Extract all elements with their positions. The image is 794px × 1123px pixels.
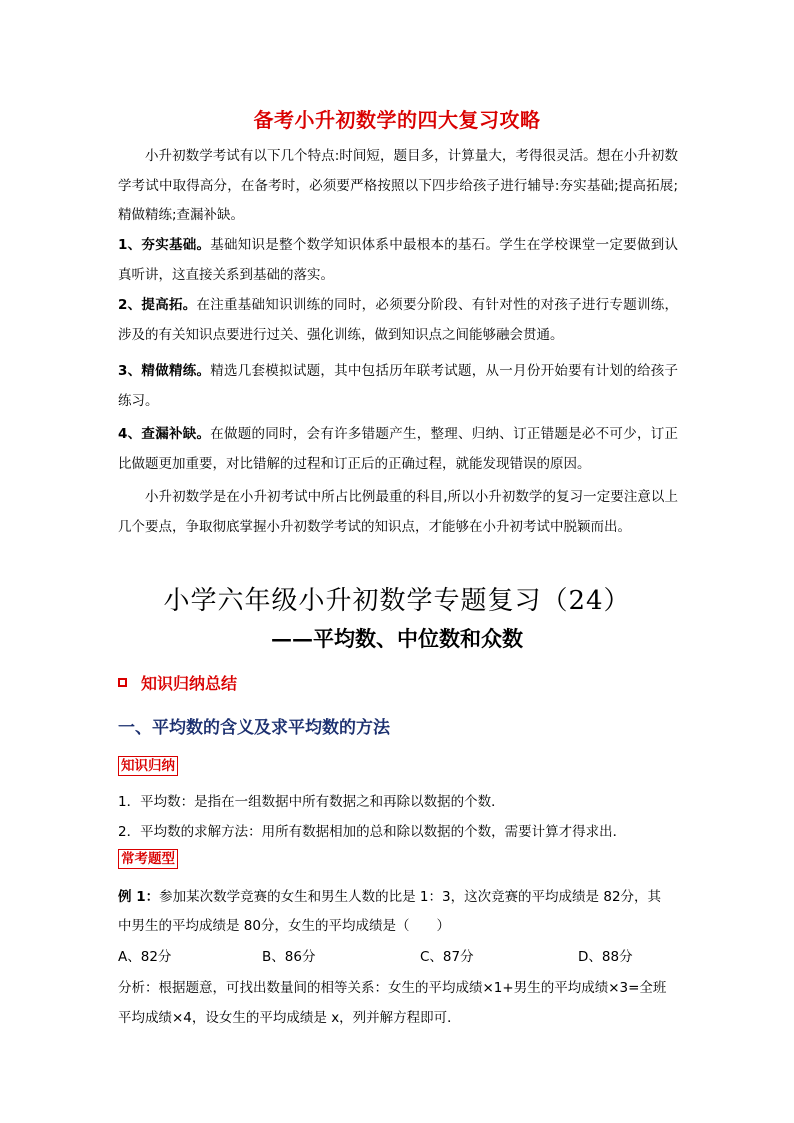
list-item <box>118 357 678 416</box>
common-questions-tag: 常考题型 <box>118 849 178 869</box>
list-item-text: 精选几套模拟试题，其中包括历年联考试题，从一月份开始要有计划的给孩子练习。 <box>118 363 678 409</box>
summary-heading-text: 知识归纳总结 <box>141 674 238 693</box>
list-item <box>118 291 678 350</box>
list-item <box>118 420 678 479</box>
list-item-label: 1、夯实基础。 <box>118 237 211 253</box>
topic-subtitle: ——平均数、中位数和众数 <box>271 626 523 651</box>
option-a: A、82分 <box>118 949 172 965</box>
topic-title: 小学六年级小升初数学专题复习（24） <box>163 586 631 616</box>
option-d: D、88分 <box>578 949 633 965</box>
article-title: 备考小升初数学的四大复习攻略 <box>253 108 541 132</box>
list-item-text: 在做题的同时，会有许多错题产生，整理、归纳、订正错题是必不可少，订正比做题更加重要，对比错解的过程和订正后的正确过程，就能发现错误的原因。 <box>118 426 678 472</box>
analysis-line: 分析：根据题意，可找出数量间的相等关系：女生的平均成绩×1+男生的平均成绩×3=全班 <box>118 980 667 996</box>
summary-heading <box>118 671 237 694</box>
knowledge-point: 2．平均数的求解方法：用所有数据相加的总和除以数据的个数，需要计算才得求出． <box>118 824 627 840</box>
analysis-line: 平均成绩×4，设女生的平均成绩是 x，列并解方程即可． <box>118 1010 461 1026</box>
list-item-label: 2、提高拓。 <box>118 297 197 313</box>
list-item-text: 基础知识是整个数学知识体系中最根本的基石。学生在学校课堂一定要做到认真听讲，这直接关系到基础的落实。 <box>118 237 678 283</box>
section-heading: 一、平均数的含义及求平均数的方法 <box>118 718 390 738</box>
list-item-label: 4、查漏补缺。 <box>118 426 211 442</box>
square-bullet-icon <box>118 678 127 687</box>
closing-paragraph: 小升初数学是在小升初考试中所占比例最重的科目,所以小升初数学的复习一定要注意以上几个要点，争取彻底掌握小升初数学考试的知识点，才能够在小升初考试中脱颖而出。 <box>118 489 678 535</box>
intro-paragraph: 小升初数学考试有以下几个特点:时间短，题目多，计算量大，考得很灵活。想在小升初数学考试中取得高分，在备考时，必须要严格按照以下四步给孩子进行辅导:夯实基础;提高拓展;精做精练;查漏补缺。 <box>118 148 678 223</box>
list-item <box>118 231 678 290</box>
option-b: B、86分 <box>262 949 316 965</box>
knowledge-tag: 知识归纳 <box>118 756 178 776</box>
list-item-text: 在注重基础知识训练的同时，必须要分阶段、有针对性的对孩子进行专题训练，涉及的有关知识点要进行过关、强化训练，做到知识点之间能够融会贯通。 <box>118 297 678 343</box>
example-label: 例 1： <box>118 889 160 905</box>
list-item-label: 3、精做精练。 <box>118 363 211 379</box>
example-text: 参加某次数学竞赛的女生和男生人数的比是 1：3，这次竞赛的平均成绩是 82分，其 <box>159 889 662 905</box>
option-c: C、87分 <box>420 949 474 965</box>
example-line <box>118 885 678 905</box>
example-line: 中男生的平均成绩是 80分，女生的平均成绩是（ ） <box>118 918 450 934</box>
knowledge-point: 1．平均数：是指在一组数据中所有数据之和再除以数据的个数． <box>118 794 505 810</box>
